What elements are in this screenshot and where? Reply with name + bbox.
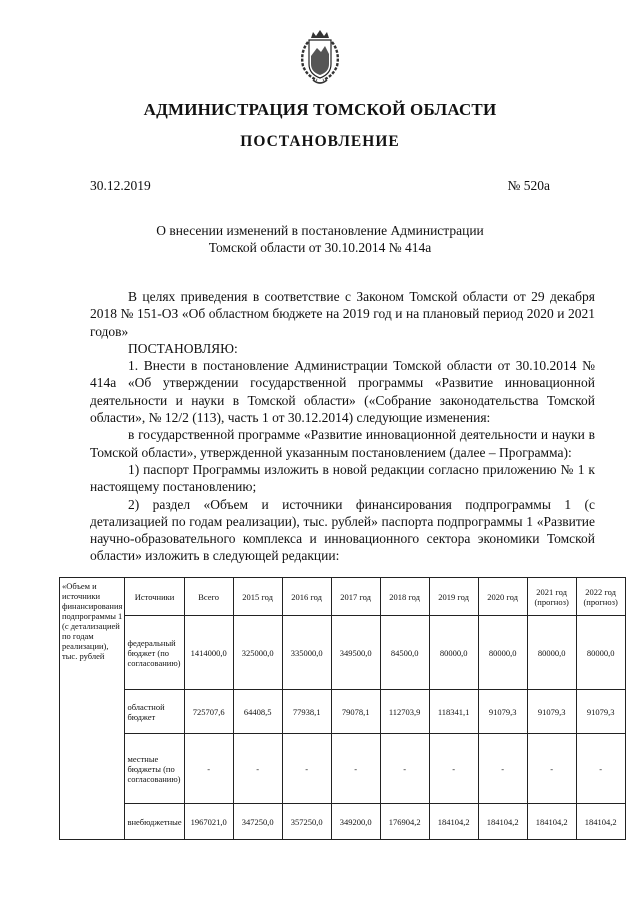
subject-line-1: О внесении изменений в постановление Администрации: [156, 223, 484, 238]
tomsk-coat-of-arms-emblem: [297, 28, 343, 88]
table-cell: 79078,1: [331, 690, 380, 734]
document-subject: [0, 222, 640, 256]
resolve-heading: ПОСТАНОВЛЯЮ:: [128, 340, 238, 356]
table-header-cell: 2015 год: [233, 578, 282, 616]
table-cell: 91079,3: [478, 690, 527, 734]
table-header-cell: Источники: [125, 578, 184, 616]
table-header-cell: 2022 год (прогноз): [576, 578, 625, 616]
document-type: ПОСТАНОВЛЕНИЕ: [240, 133, 400, 150]
table-row: [60, 734, 626, 804]
table-cell: 184104,2: [576, 804, 625, 840]
table-header-cell: 2019 год: [429, 578, 478, 616]
table-cell: областной бюджет: [125, 690, 184, 734]
table-cell: -: [527, 734, 576, 804]
table-cell: 184104,2: [527, 804, 576, 840]
table-header-cell: 2017 год: [331, 578, 380, 616]
table-cell: 184104,2: [429, 804, 478, 840]
table-row: [60, 690, 626, 734]
table-cell: местные бюджеты (по согласованию): [125, 734, 184, 804]
table-cell: 335000,0: [282, 616, 331, 690]
table-header-row: [60, 578, 626, 616]
table-cell: 77938,1: [282, 690, 331, 734]
table-header-cell: Всего: [184, 578, 233, 616]
table-cell: -: [380, 734, 429, 804]
table-cell: 80000,0: [576, 616, 625, 690]
document-number: № 520а: [507, 178, 550, 193]
table-cell: -: [331, 734, 380, 804]
table-cell: 357250,0: [282, 804, 331, 840]
table-cell: внебюджетные: [125, 804, 184, 840]
table-cell: -: [429, 734, 478, 804]
table-cell: 184104,2: [478, 804, 527, 840]
subject-line-2: Томской области от 30.10.2014 № 414а: [208, 240, 432, 255]
table-cell: 91079,3: [576, 690, 625, 734]
table-row: [60, 804, 626, 840]
table-cell: 84500,0: [380, 616, 429, 690]
subitem-2-paragraph: 2) раздел «Объем и источники финансирования подпрограммы 1 (с детализацией по годам реализации), тыс. рублей» паспорта подпрограммы 1 «Развитие научно-образовательного комплекса и инновационного сектора экономики Томской области» изложить в следующей редакции:: [90, 496, 595, 564]
table-cell: 325000,0: [233, 616, 282, 690]
organization-name: АДМИНИСТРАЦИЯ ТОМСКОЙ ОБЛАСТИ: [143, 100, 497, 119]
table-cell: 80000,0: [527, 616, 576, 690]
table-cell: 347250,0: [233, 804, 282, 840]
item-1a-paragraph: в государственной программе «Развитие инновационной деятельности и науки в Томской области», утвержденной указанным постановлением (далее – Программа):: [90, 427, 595, 460]
table-cell: 1967021,0: [184, 804, 233, 840]
table-cell: 80000,0: [429, 616, 478, 690]
table-row: [60, 616, 626, 690]
table-header-cell: 2020 год: [478, 578, 527, 616]
financing-table: [59, 577, 626, 840]
table-row-label: «Объем и источники финансирования подпрограммы 1 (с детализацией по годам реализации), тыс. рублей: [60, 578, 125, 840]
table-cell: -: [576, 734, 625, 804]
table-cell: 91079,3: [527, 690, 576, 734]
table-cell: 112703,9: [380, 690, 429, 734]
table-header-cell: 2021 год (прогноз): [527, 578, 576, 616]
table-header-cell: 2018 год: [380, 578, 429, 616]
table-cell: федеральный бюджет (по согласованию): [125, 616, 184, 690]
table-cell: 1414000,0: [184, 616, 233, 690]
table-cell: 80000,0: [478, 616, 527, 690]
intro-paragraph: В целях приведения в соответствие с Законом Томской области от 29 декабря 2018 № 151-ОЗ «Об областном бюджете на 2019 год и на плановый период 2020 и 2021 годов»: [90, 289, 595, 339]
item-1-paragraph: 1. Внести в постановление Администрации Томской области от 30.10.2014 № 414а «Об утверждении государственной программы «Развитие инновационной деятельности и науки в Томской области» («Собрание законодательства Томской области», № 12/2 (113), часть 1 от 30.12.2014) следующие изменения:: [90, 358, 595, 426]
table-cell: 176904,2: [380, 804, 429, 840]
document-body: [90, 288, 595, 565]
table-cell: -: [478, 734, 527, 804]
table-cell: 64408,5: [233, 690, 282, 734]
table-cell: 349200,0: [331, 804, 380, 840]
table-cell: 349500,0: [331, 616, 380, 690]
subitem-1-paragraph: 1) паспорт Программы изложить в новой редакции согласно приложению № 1 к настоящему постановлению;: [90, 461, 595, 495]
table-cell: -: [233, 734, 282, 804]
table-cell: 725707,6: [184, 690, 233, 734]
table-cell: -: [282, 734, 331, 804]
document-date: 30.12.2019: [90, 178, 151, 193]
table-cell: -: [184, 734, 233, 804]
table-header-cell: 2016 год: [282, 578, 331, 616]
table-cell: 118341,1: [429, 690, 478, 734]
